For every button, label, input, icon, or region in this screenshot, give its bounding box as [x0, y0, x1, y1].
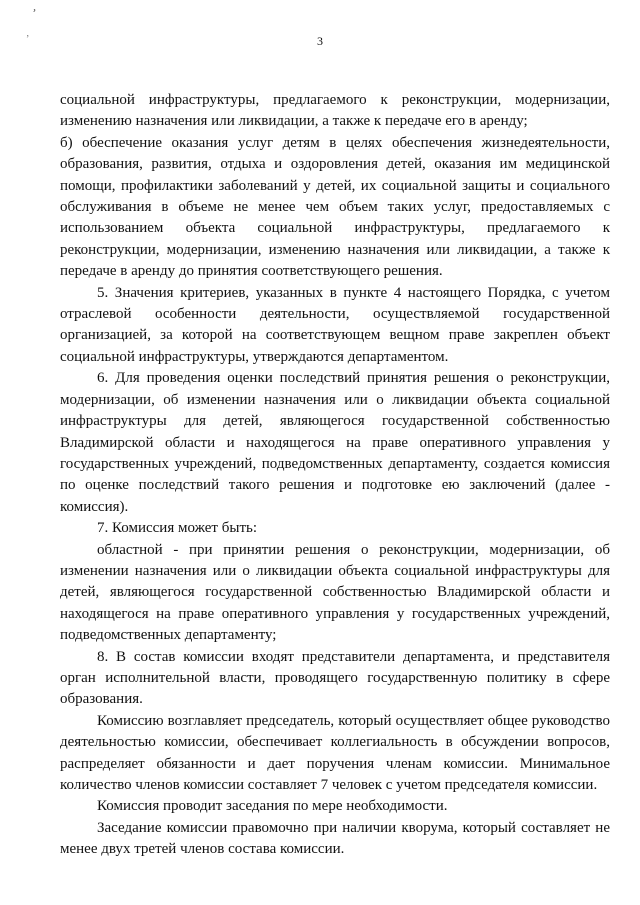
paragraph: Комиссию возглавляет председатель, который осуществляет общее руководство деятельностью комиссии, обеспечивает коллегиальность в обсуждении вопросов, распределяет обязанности и дает поручения членам комиссии. Минимальное количество членов комиссии составляет 7 человек с учетом председателя комиссии. — [60, 712, 610, 793]
paragraph: областной - при принятии решения о реконструкции, модернизации, об изменении назначения или о ликвидации объекта социальной инфраструктуры для детей, являющегося государственной собственностью Владимирской области и находящегося на праве оперативного управления у государственных учреждений, подведомственных департаменту; — [60, 541, 610, 644]
paragraph: 7. Комиссия может быть: — [97, 520, 258, 537]
paragraph: социальной инфраструктуры, предлагаемого к реконструкции, модернизации, изменению назначения или ликвидации, а также к передаче его в аренду; — [60, 92, 610, 130]
page-number: 3 — [317, 34, 323, 48]
paragraph: 5. Значения критериев, указанных в пункте 4 настоящего Порядка, с учетом отраслевой особенности деятельности, осуществляемой государственной организацией, за которой на соответствующем вещном праве закреплен объект социальной инфраструктуры, утверждаются департаментом. — [60, 284, 610, 365]
paragraph: Заседание комиссии правомочно при наличии кворума, который составляет не менее двух третей членов состава комиссии. — [60, 819, 610, 858]
paragraph: 6. Для проведения оценки последствий принятия решения о реконструкции, модернизации, об изменении назначения или о ликвидации объекта социальной инфраструктуры для детей, являющегося государственной собственностью Владимирской области и находящегося на праве оперативного управления у государственных учреждений, подведомственных департаменту, создается комиссия по оценке последствий такого решения и подготовке ею заключений (далее - комиссия). — [60, 370, 610, 515]
paragraph: Комиссия проводит заседания по мере необходимости. — [97, 798, 448, 815]
paragraph: 8. В состав комиссии входят представители департамента, и представителя орган исполнительной власти, проводящего государственную политику в сфере образования. — [60, 648, 610, 708]
document-body — [60, 90, 610, 861]
paragraph: б) обеспечение оказания услуг детям в целях обеспечения жизнедеятельности, образования, развития, отдыха и оздоровления детей, оказания им медицинской помощи, профилактики заболеваний у детей, их социальной защиты и социального обслуживания в объеме не менее чем объем таких услуг, предоставляемых с использованием объекта социальной инфраструктуры, предлагаемого к реконструкции, модернизации, изменению назначения или ликвидации, а также к передаче в аренду до принятия соответствующего решения. — [60, 134, 610, 280]
corner-mark-secondary: ‚ — [26, 28, 30, 39]
corner-mark: ’ — [31, 5, 38, 21]
